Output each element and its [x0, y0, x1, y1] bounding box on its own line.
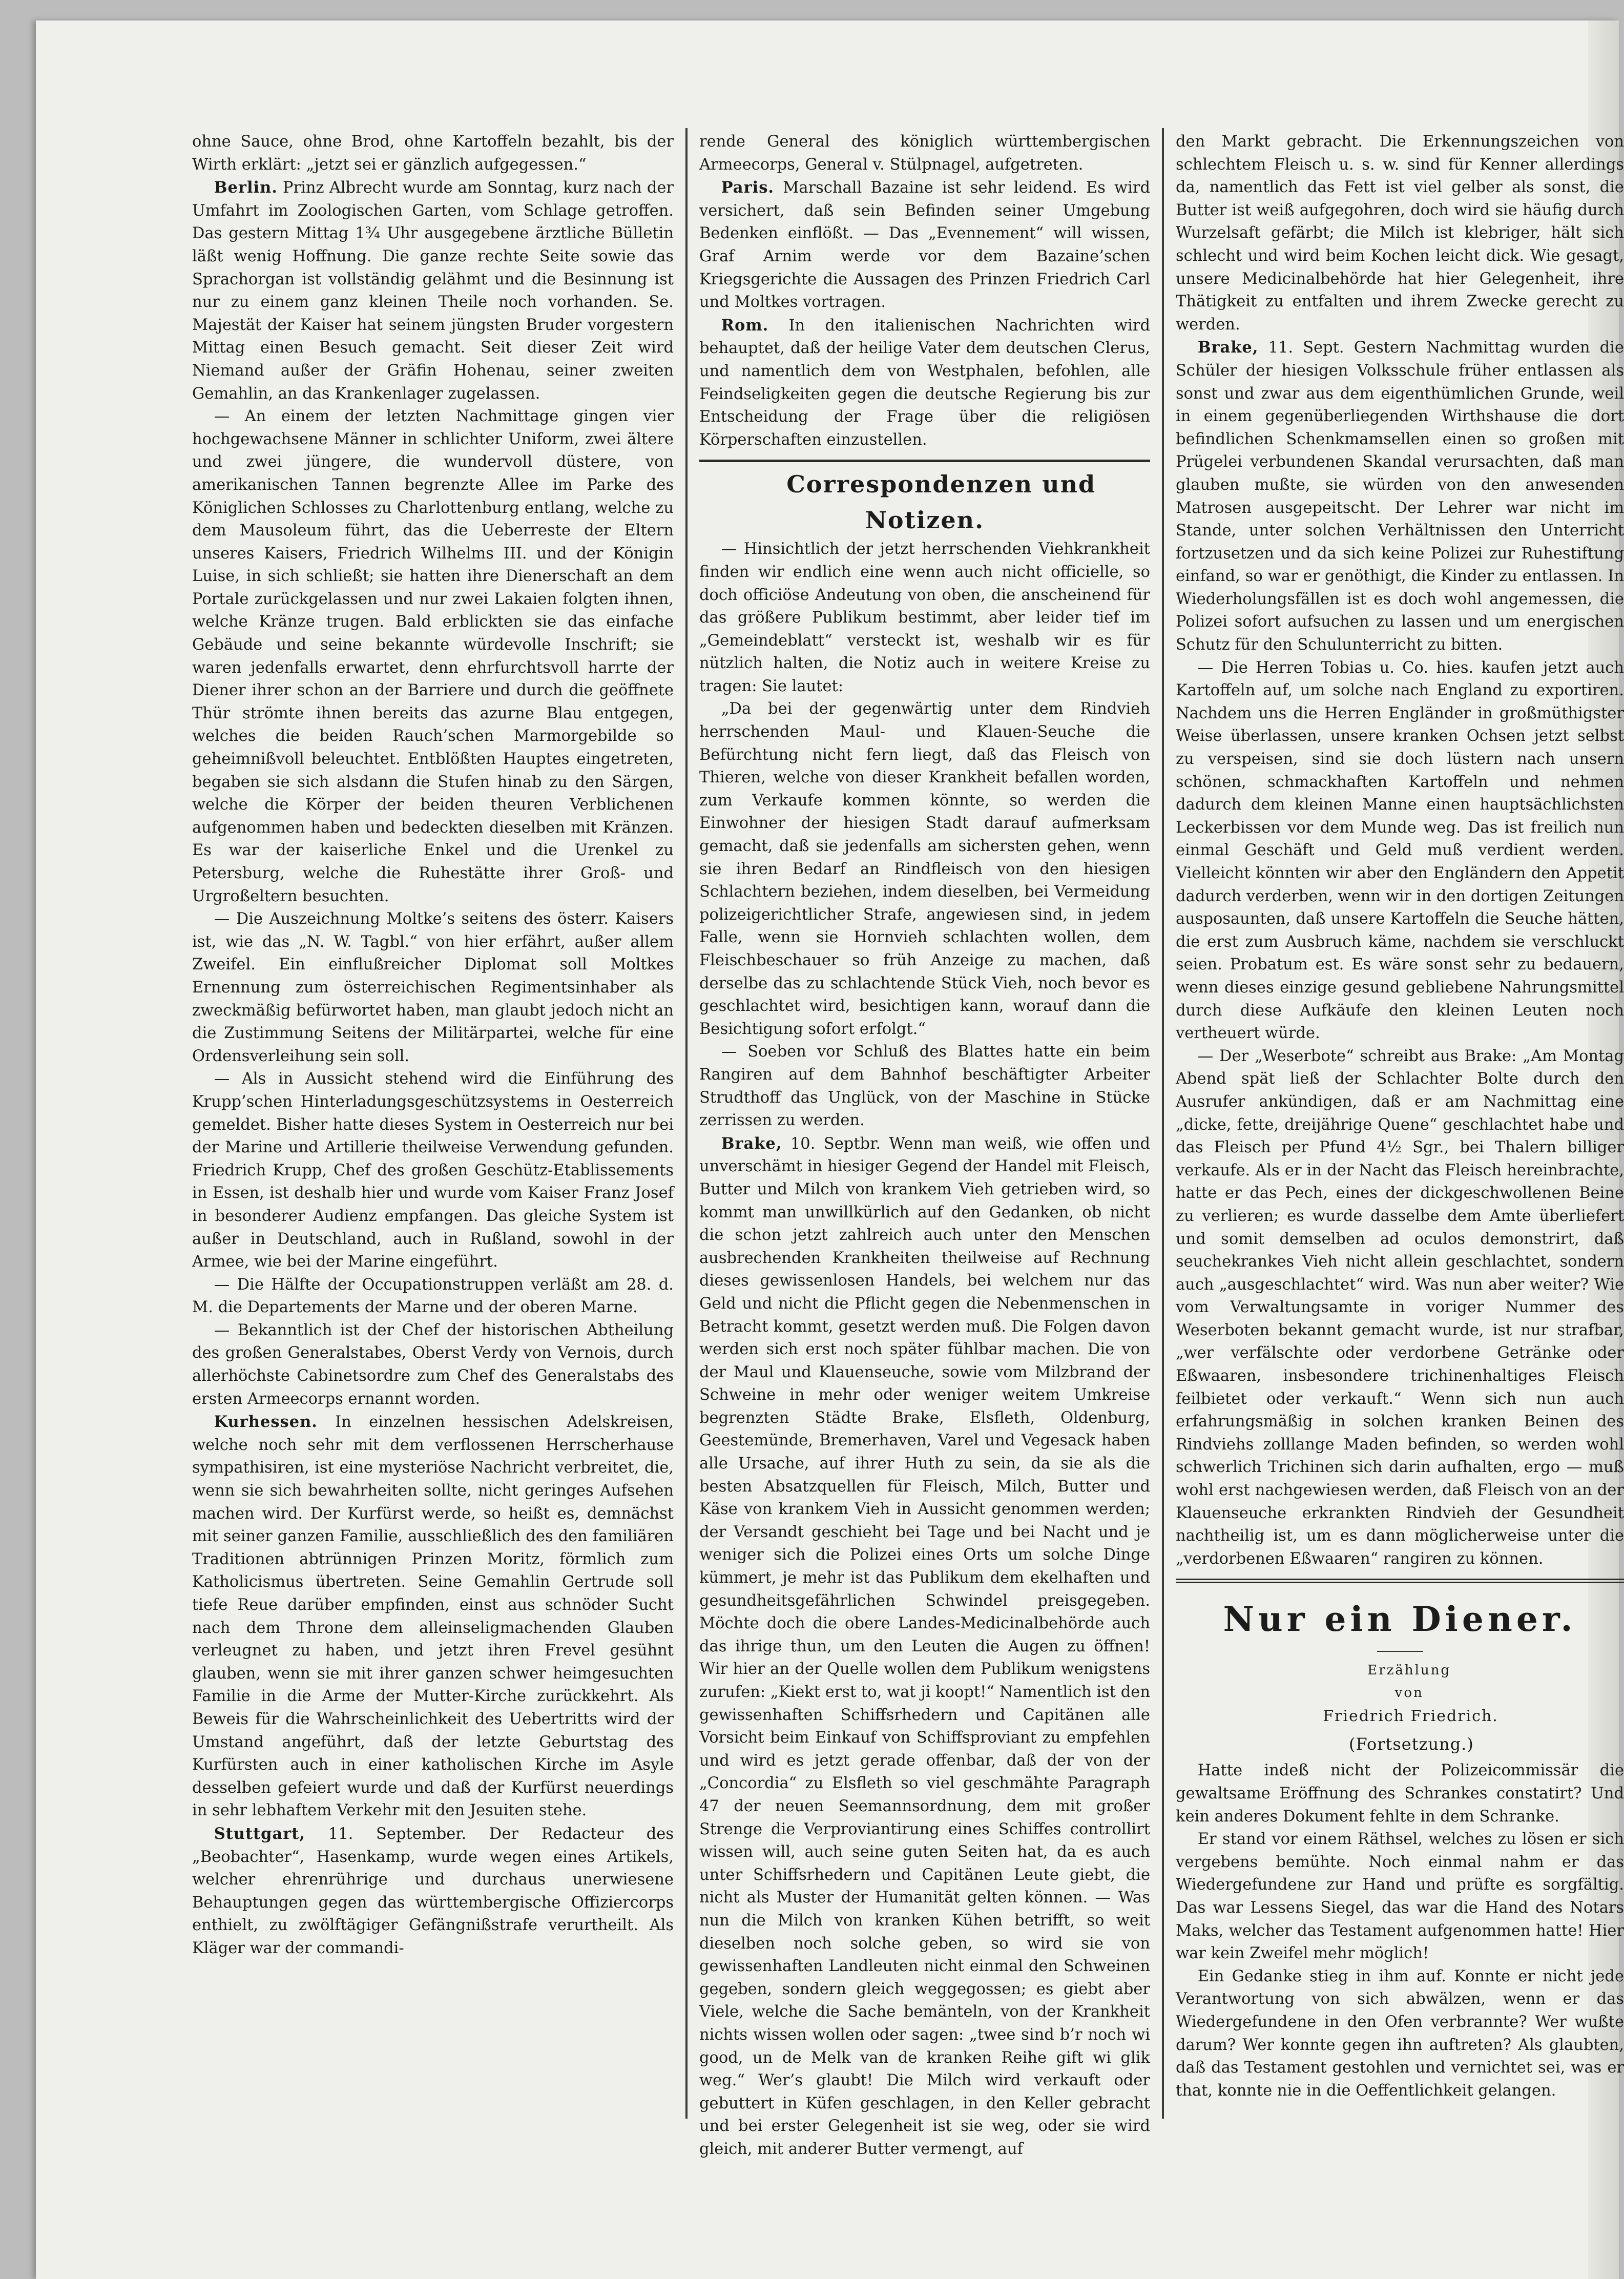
column-3	[1176, 131, 1624, 2136]
section-divider	[699, 460, 1150, 462]
article-paragraph: — Der „Weserbote“ schreibt aus Brake: „Am Montag Abend spät ließ der Schlachter Bolte durch den Ausrufer ankündigen, daß er am Nachmittag eine „dicke, fette, dreijährige Quene“ geschlachtet habe und das Fleisch per Pfund 4½ Sgr., bei Thalern billiger verkaufe. Als er in der Nacht das Fleisch hereinbrachte, hatte er das Pech, eines der dickgeschwollenen Beine zu verlieren; es wurde dasselbe dem Amte überliefert und somit demselben ad oculos demonstrirt, daß seuchekrankes Vieh nicht allein geschlachtet, sondern auch „ausgeschlachtet“ wird. Was nun aber weiter? Wie vom Verwaltungsamte in voriger Nummer des Weserboten bekannt gemacht wurde, ist nur strafbar, „wer verfälschte oder verdorbene Getränke oder Eßwaaren, insbesondere trichinenhaltiges Fleisch feilbietet oder verkauft.“ Wenn sich nun auch erfahrungsmäßig in solchen kranken Beinen des Rindviehs zolllange Maden befinden, so werden wohl schwerlich Trichinen sich darin aufhalten, ergo — muß wohl erst nachgewiesen werden, daß Fleisch von an der Klauenseuche erkrankten Rindvieh der Gesundheit nachtheilig ist, um es dann möglicherweise unter die „verdorbenen Eßwaaren“ rangiren zu können.	[1176, 1047, 1624, 1568]
article-paragraph: Kurhessen. In einzelnen hessischen Adelskreisen, welche noch sehr mit dem verflossenen Herrscherhause sympathisiren, ist eine mysteriöse Nachricht verbreitet, die, wenn sie sich bewahrheiten sollte, nicht geringes Aufsehen machen wird. Der Kurfürst werde, so heißt es, demnächst mit seiner ganzen Familie, ausschließlich des den familiären Traditionen abtrünnigen Prinzen Moritz, förmlich zum Katholicismus übertreten. Seine Gemahlin Gertrude soll tiefe Reue darüber empfinden, einst aus schnöder Sucht nach dem Throne dem alleinseligmachenden Glauben verleugnet zu haben, und jetzt ihren Frevel gesühnt glauben, wenn sie mit ihrer ganzen schwer heimgesuchten Familie in die Arme der Mutter-Kirche zurückkehrt. Als Beweis für die Wahrscheinlichkeit des Uebertritts wird der Umstand angeführt, daß der letzte Geburtstag des Kurfürsten auch in einer katholischen Kirche im Asyle desselben gefeiert wurde und daß der Kurfürst neuerdings in sehr lebhaftem Verkehr mit den Jesuiten stehe.	[192, 1413, 674, 1820]
article-paragraph: — Die Herren Tobias u. Co. hies. kaufen jetzt auch Kartoffeln auf, um solche nach England zu exportiren. Nachdem uns die Herren Engländer in großmüthigster Weise überlassen, unsere kranken Ochsen jetzt selbst zu verspeisen, sind sie doch lüstern nach unsern schönen, schmackhaften Kartoffeln und nehmen dadurch dem kleinen Manne einen hauptsächlichsten Leckerbissen vor dem Munde weg. Das ist freilich nun einmal Geschäft und Geld muß verdient werden. Vielleicht könnten wir aber den Engländern den Appetit dadurch verderben, wenn wir in den dortigen Zeitungen ausposaunten, daß unsere Kartoffeln die Seuche hätten, die erst zum Ausbruch käme, nachdem sie verschluckt seien. Probatum est. Es wäre sonst sehr zu bedauern, wenn dieses einzige gesund gebliebene Nahrungsmittel durch diese Aufkäufe den kleinen Leuten noch vertheuert würde.	[1176, 658, 1624, 1043]
title-underline	[1377, 1651, 1423, 1652]
story-paragraph: Ein Gedanke stieg in ihm auf. Konnte er nicht jede Verantwortung von sich abwälzen, wenn er das Wiedergefundene in den Ofen verbrannte? Wer wußte darum? Wer konnte gegen ihn auftreten? Als glaubten, daß das Testament gestohlen und vernichtet sei, was er that, konnte nie in die Oeffentlichkeit gelangen.	[1176, 1967, 1624, 2100]
article-paragraph: — Bekanntlich ist der Chef der historischen Abtheilung des großen Generalstabes, Oberst Verdy von Vernois, durch allerhöchste Cabinetsordre zum Chef des Generalstabs des ersten Armeecorps ernannt worden.	[192, 1321, 674, 1408]
column-rule-2	[1162, 128, 1164, 2119]
article-paragraph: Stuttgart, 11. September. Der Redacteur des „Beobachter“, Hasenkamp, wurde wegen eines Artikels, welcher ehrenrührige und durchaus unerwiesene Behauptungen gegen das württembergische Offiziercorps enthielt, zu zwölftägiger Gefängnißstrafe verurtheilt. Als Kläger war der commandi-	[192, 1824, 674, 1957]
story-subtitle: Erzählung	[1367, 1663, 1451, 1679]
dateline-kurhessen: Kurhessen.	[214, 1413, 318, 1432]
article-paragraph: rende General des königlich württembergischen Armeecorps, General v. Stülpnagel, aufgetreten.	[699, 133, 1150, 174]
story-paragraph: Er stand vor einem Räthsel, welches zu lösen er sich vergebens bemühte. Noch einmal nahm er das Wiedergefundene zur Hand und prüfte es sorgfältig. Das war Lessens Siegel, das war die Hand des Notars Maks, welcher das Testament aufgenommen hatte! Hier war kein Zweifel mehr möglich!	[1176, 1830, 1624, 1963]
article-paragraph: — Als in Aussicht stehend wird die Einführung des Krupp’schen Hinterladungsgeschützsystems in Oesterreich gemeldet. Bisher hatte dieses System in Oesterreich nur bei der Marine und Artillerie theilweise Verwendung gefunden. Friedrich Krupp, Chef des großen Geschütz-Etablissements in Essen, ist deshalb hier und wurde vom Kaiser Franz Josef in besonderer Audienz empfangen. Das gleiche System ist außer in Deutschland, auch in Rußland, sowohl in der Armee, wie bei der Marine eingeführt.	[192, 1070, 674, 1271]
article-paragraph: Brake, 10. Septbr. Wenn man weiß, wie offen und unverschämt in hiesiger Gegend der Handel mit Fleisch, Butter und Milch von krankem Vieh getrieben wird, so kommt man unwillkürlich auf den Gedanken, ob nicht die schon jetzt zahlreich auch unter den Menschen ausbrechenden Krankheiten theilweise auf Rechnung dieses gewissenlosen Handels, bei welchem nur das Geld und nicht die Pflicht gegen die Nebenmenschen in Betracht kommt, gesetzt werden muß. Die Folgen davon werden sich erst noch später fühlbar machen. Die von der Maul und Klauenseuche, sowie vom Milzbrand der Schweine in mehr oder weniger weitem Umkreise begrenzten Städte Brake, Elsfleth, Oldenburg, Geestemünde, Bremerhaven, Varel und Vegesack haben alle Ursache, auf ihrer Huth zu sein, da sie als die besten Absatzquellen für Fleisch, Milch, Butter und Käse von krankem Vieh in Aussicht genommen werden; der Versandt geschieht bei Tage und bei Nacht und je weniger sich die Polizei eines Orts um solche Dinge kümmert, je mehr ist das Publikum dem ekelhaften und gesundheitsgefährlichen Schwindel preisgegeben. Möchte doch die obere Landes-Medicinalbehörde auch das ihrige thun, um den Leuten die Augen zu öffnen! Wir hier an der Quelle wollen dem Publikum wenigstens zurufen: „Kiekt erst to, wat ji koopt!“ Namentlich ist den gewissenhaften Schiffsrhedern und Capitänen alle Vorsicht beim Einkauf von Schiffsproviant zu empfehlen und wird es jetzt gerade offenbar, daß der von der „Concordia“ zu Elsfleth so viel geschmähte Paragraph 47 der neuen Seemannsordnung, dem mit großer Strenge die Verproviantirung eines Schiffes controllirt wissen will, auch seine guten Seiten hat, da es auch unter Schiffsrhedern und Capitänen Leute giebt, die nicht als Muster der Humanität gelten können. — Was nun die Milch von kranken Kühen betrifft, so weit dieselben noch solche geben, so wird sie von gewissenhaften Landleuten nicht einmal den Schweinen gegeben, sondern gleich weggegossen; es giebt aber Viele, welche die Sache bemänteln, von der Krankheit nichts wissen wollen oder sagen: „twee sind b’r noch wi good, un de Melk van de kranken Reihe gift wi glik weg.“ Wer’s glaubt! Die Milch wird verkauft oder gebuttert in Küfen geschlagen, in den Keller gebracht und bei erster Gelegenheit ist sie weg, oder sie wird gleich, mit anderer Butter vermengt, auf	[699, 1134, 1150, 2158]
story-continued: (Fortsetzung.)	[1349, 1734, 1474, 1754]
column-1	[192, 131, 674, 2136]
article-paragraph: — Die Hälfte der Occupationstruppen verläßt am 28. d. M. die Departements der Marne und der oberen Marne.	[192, 1275, 674, 1317]
story-author: Friedrich Friedrich.	[1323, 1707, 1498, 1726]
article-paragraph: — Die Auszeichnung Moltke’s seitens des österr. Kaisers ist, wie das „N. W. Tagbl.“ von hier erfährt, außer allem Zweifel. Ein einflußreicher Diplomat soll Moltkes Ernennung zum österreichischen Regimentsinhaber als zweckmäßig befürwortet haben, man glaubt jedoch nicht an die Zustimmung Seitens der Militärpartei, welche für eine Ordensverleihung sein soll.	[192, 910, 674, 1065]
dateline-rom: Rom.	[721, 316, 769, 335]
article-paragraph: — Soeben vor Schluß des Blattes hatte ein beim Rangiren auf dem Bahnhof beschäftigter Arbeiter Strudthoff das Unglück, von der Maschine in Stücke zerrissen zu werden.	[699, 1043, 1150, 1130]
dateline-brake: Brake,	[1197, 338, 1259, 357]
article-paragraph: Brake, 11. Sept. Gestern Nachmittag wurden die Schüler der hiesigen Volksschule früher entlassen als sonst und zwar aus dem eigenthümlichen Grunde, weil in einem gegenüberliegenden Wirthshause die dort befindlichen Schenkmamsellen einen so großen mit Prügelei verbundenen Skandal verursachten, daß man glauben mußte, sie würden von den anwesenden Matrosen ausgepeitscht. Der Lehrer war nicht im Stande, unter solchen Verhältnissen den Unterricht fortzusetzen und da sich keine Polizei zur Ruhestiftung einfand, so war er genöthigt, die Kinder zu entlassen. In Wiederholungsfällen ist es doch wohl angemessen, die Polizei sofort aufsuchen zu lassen und um energischen Schutz für den Schulunterricht zu bitten.	[1176, 338, 1624, 654]
dateline-stuttgart: Stuttgart,	[214, 1824, 306, 1843]
article-paragraph: — An einem der letzten Nachmittage gingen vier hochgewachsene Männer in schlichter Uniform, zwei ältere und zwei jüngere, die wundervoll düstere, von amerikanischen Tannen begrenzte Allee im Parke des Königlichen Schlosses zu Charlottenburg entlang, welche zu dem Mausoleum führt, das die Ueberreste der Eltern unseres Kaisers, Friedrich Wilhelms III. und der Königin Luise, in sich schließt; sie hatten ihre Dienerschaft an dem Portale zurückgelassen und nur zwei Lakaien folgten ihnen, welche Kränze trugen. Bald erblickten sie das einfache Gebäude und seine bekannte würdevolle Inschrift; sie waren jedenfalls erwartet, denn ehrfurchtsvoll harrte der Diener ihrer schon an der Barriere und durch die geöffnete Thür strömte ihnen bereits das azurne Blau entgegen, welches die beiden Rauch’schen Marmorgebilde so geheimnißvoll beleuchtet. Entblößten Hauptes eingetreten, begaben sie sich alsdann die Stufen hinab zu den Särgen, welche die Körper der beiden theuren Verblichenen aufgenommen haben und bedeckten dieselben mit Kränzen. Es war der kaiserliche Enkel und die Urenkel zu Petersburg, welche die Ruhestätte ihrer Groß- und Urgroßeltern besuchten.	[192, 407, 674, 905]
article-paragraph: ohne Sauce, ohne Brod, ohne Kartoffeln bezahlt, bis der Wirth erklärt: „jetzt sei er gänzlich aufgegessen.“	[192, 133, 674, 174]
section-title: Correspondenzen und Notizen.	[786, 470, 1096, 534]
article-paragraph: — Hinsichtlich der jetzt herrschenden Viehkrankheit finden wir endlich eine wenn auch nicht officielle, so doch officiöse Andeutung von oben, die anscheinend für das größere Publikum bestimmt, aber leider tief im „Gemeindeblatt“ versteckt ist, weshalb wir es für nützlich halten, die Notiz auch in weitere Kreise zu tragen: Sie lautet:	[699, 540, 1150, 695]
story-von: von	[1394, 1685, 1424, 1701]
newspaper-page	[36, 20, 1624, 2279]
article-paragraph: Paris. Marschall Bazaine ist sehr leidend. Es wird versichert, daß sein Befinden seiner Umgebung Bedenken einflößt. — Das „Evennement“ will wissen, Graf Arnim werde vor dem Bazaine’schen Kriegsgerichte die Aussagen des Prinzen Friedrich Carl und Moltkes vortragen.	[699, 178, 1150, 312]
dateline-brake: Brake,	[721, 1134, 782, 1153]
article-paragraph: den Markt gebracht. Die Erkennungszeichen von schlechtem Fleisch u. s. w. sind für Kenner allerdings da, namentlich das Fett ist viel gelber als sonst, die Butter ist weiß aufgegohren, doch wird sie häufig durch Wurzelsaft gefärbt; die Milch ist klebriger, hält sich schlecht und wird beim Kochen leicht dick. Wie gesagt, unsere Medicinalbehörde hat hier Gelegenheit, ihre Thätigkeit zu entfalten und ihrem Zwecke gerecht zu werden.	[1176, 133, 1624, 334]
article-paragraph: Rom. In den italienischen Nachrichten wird behauptet, daß der heilige Vater dem deutschen Clerus, und namentlich dem von Westphalen, befohlen, alle Feindseligkeiten gegen die deutsche Regierung bis zur Entscheidung der Frage über die religiösen Körperschaften einzustellen.	[699, 316, 1150, 449]
story-title: Nur ein Diener.	[1223, 1599, 1577, 1640]
article-paragraph: Berlin. Prinz Albrecht wurde am Sonntag, kurz nach der Umfahrt im Zoologischen Garten, vom Schlage getroffen. Das gestern Mittag 1¾ Uhr ausgegebene ärztliche Bülletin läßt wenig Hoffnung. Die ganze rechte Seite sowie das Sprachorgan ist vollständig gelähmt und die Besinnung ist nur zu einem ganz kleinen Theile noch vorhanden. Se. Majestät der Kaiser hat seinem jüngsten Bruder vorgestern Mittag einen Besuch gemacht. Seit dieser Zeit wird Niemand außer der Gräfin Hohenau, seiner zweiten Gemahlin, an das Krankenlager zugelassen.	[192, 178, 674, 403]
article-paragraph: „Da bei der gegenwärtig unter dem Rindvieh herrschenden Maul- und Klauen-Seuche die Befürchtung nicht fern liegt, daß das Fleisch von Thieren, welche von dieser Krankheit befallen worden, zum Verkaufe kommen könnte, so werden die Einwohner der hiesigen Stadt darauf aufmerksam gemacht, daß sie jedenfalls am sichersten gehen, wenn sie ihren Bedarf an Rindfleisch von den hiesigen Schlachtern beziehen, indem dieselben, bei Vermeidung polizeigerichtlicher Strafe, angewiesen sind, in jedem Falle, wenn sie Hornvieh schlachten wollen, dem Fleischbeschauer so früh Anzeige zu machen, daß derselbe das zu schlachtende Stück Vieh, noch bevor es geschlachtet wird, besichtigen kann, worauf dann die Besichtigung sofort erfolgt.“	[699, 700, 1150, 1038]
story-paragraph: Hatte indeß nicht der Polizeicommissär die gewaltsame Eröffnung des Schrankes constatirt? Und kein anderes Dokument fehlte in dem Schranke.	[1176, 1762, 1624, 1826]
story-divider	[1176, 1579, 1624, 1583]
column-rule-1	[685, 128, 688, 2119]
dateline-paris: Paris.	[721, 178, 775, 197]
dateline-berlin: Berlin.	[214, 178, 278, 197]
column-2	[699, 131, 1150, 2158]
